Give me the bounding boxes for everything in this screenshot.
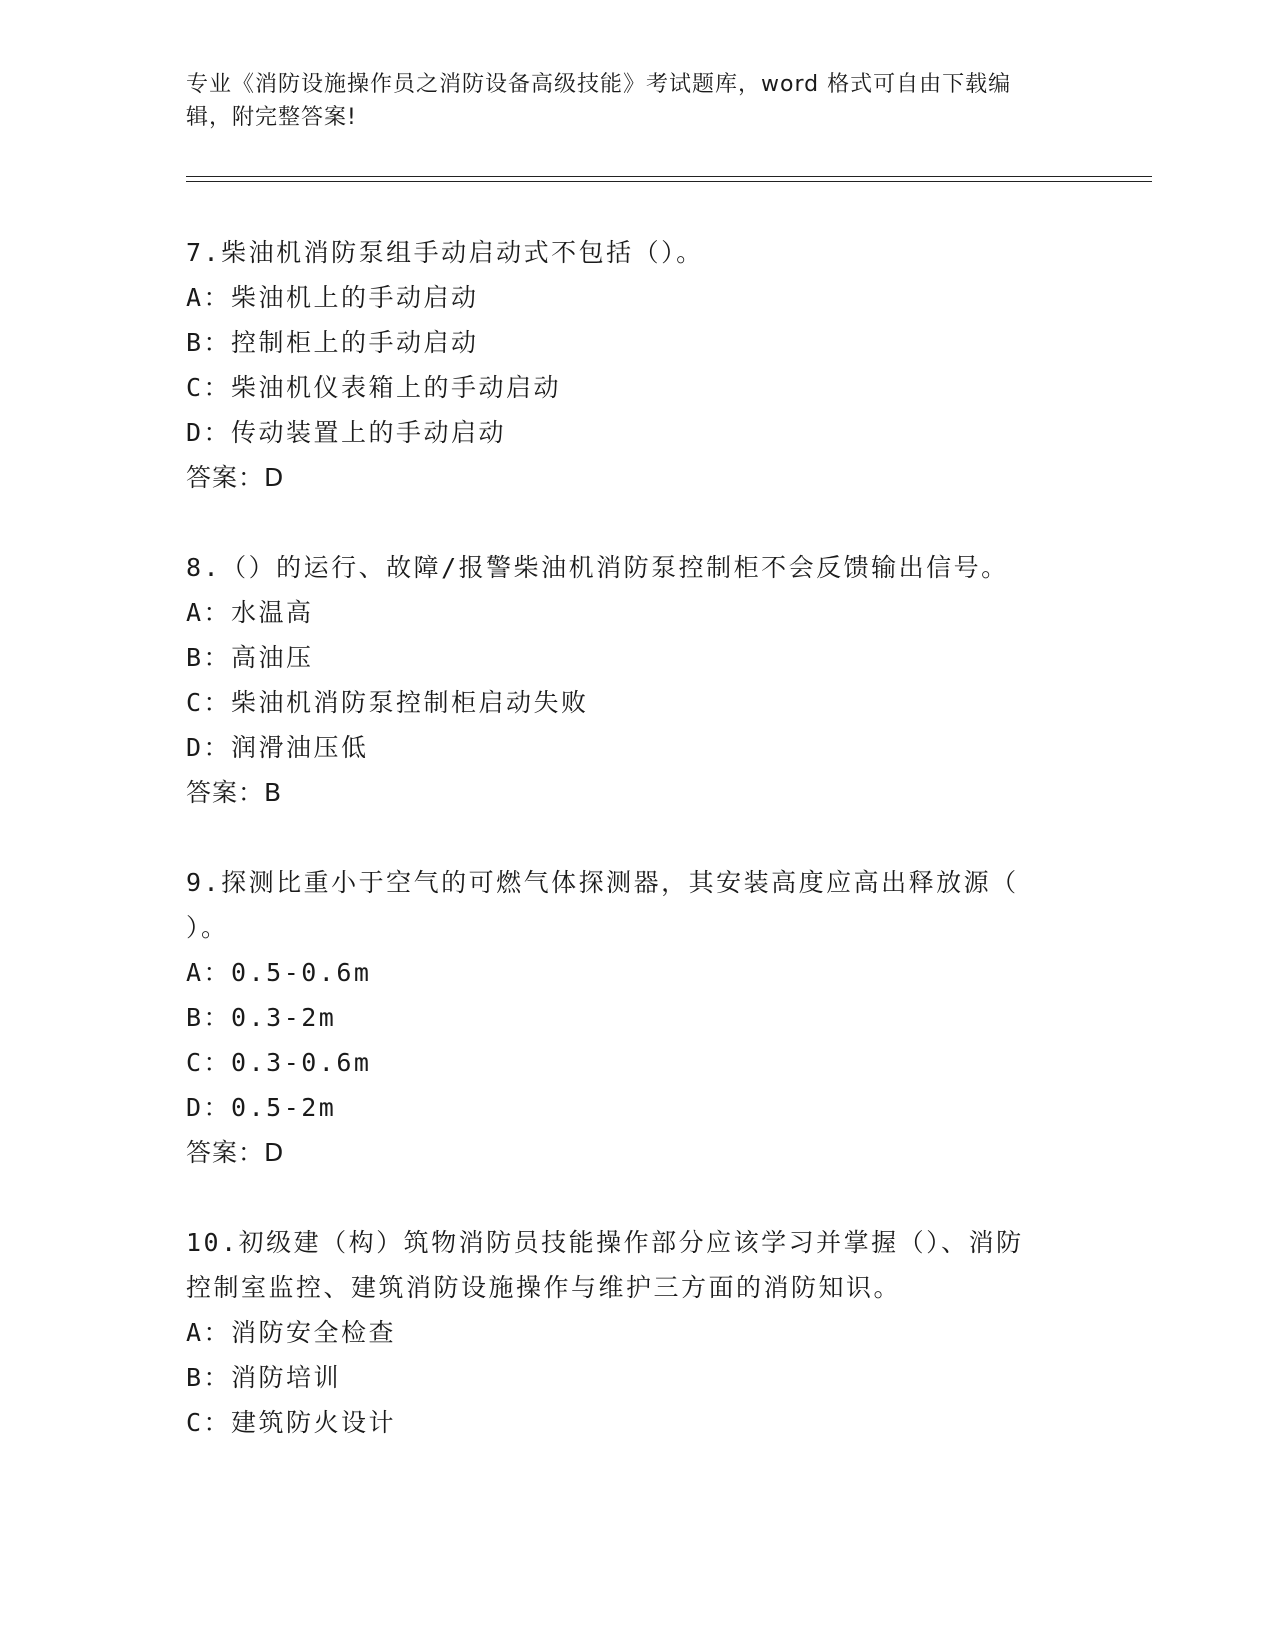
header-line-2: 辑，附完整答案! — [186, 105, 357, 130]
question-8-option-a: A：水温高 — [186, 598, 314, 627]
question-10-stem-line-2: 控制室监控、建筑消防设施操作与维护三方面的消防知识。 — [186, 1273, 902, 1302]
question-10-option-a: A：消防安全检查 — [186, 1318, 397, 1347]
question-7-option-c: C：柴油机仪表箱上的手动启动 — [186, 373, 562, 402]
question-8-answer: 答案：B — [186, 778, 283, 807]
question-9-option-b: B：0.3-2m — [186, 1003, 337, 1032]
question-7-option-a: A：柴油机上的手动启动 — [186, 283, 479, 312]
question-8-option-c: C：柴油机消防泵控制柜启动失败 — [186, 688, 589, 717]
question-9-stem-line-1: 9.探测比重小于空气的可燃气体探测器，其安装高度应高出释放源（ — [186, 868, 1019, 897]
question-10-stem-line-1: 10.初级建（构）筑物消防员技能操作部分应该学习并掌握（）、消防 — [186, 1228, 1024, 1257]
question-10-option-c: C：建筑防火设计 — [186, 1408, 397, 1437]
question-8-option-b: B：高油压 — [186, 643, 314, 672]
question-9-option-d: D：0.5-2m — [186, 1093, 337, 1122]
header-line-1: 专业《消防设施操作员之消防设备高级技能》考试题库，word 格式可自由下载编 — [186, 72, 1012, 97]
question-7-answer: 答案：D — [186, 463, 285, 492]
question-8-stem: 8.（）的运行、故障/报警柴油机消防泵控制柜不会反馈输出信号。 — [186, 553, 1009, 582]
question-10-option-b: B：消防培训 — [186, 1363, 342, 1392]
question-7-option-b: B：控制柜上的手动启动 — [186, 328, 479, 357]
header-divider-bottom — [186, 181, 1152, 182]
question-7-stem: 7.柴油机消防泵组手动启动式不包括（）。 — [186, 238, 704, 267]
question-9-option-c: C：0.3-0.6m — [186, 1048, 372, 1077]
question-7-option-d: D：传动装置上的手动启动 — [186, 418, 507, 447]
question-9-stem-line-2: ）。 — [186, 913, 229, 942]
question-9-answer: 答案：D — [186, 1138, 285, 1167]
header-divider-top — [186, 176, 1152, 177]
document-header — [186, 68, 1086, 134]
question-9-option-a: A：0.5-0.6m — [186, 958, 372, 987]
question-8-option-d: D：润滑油压低 — [186, 733, 369, 762]
